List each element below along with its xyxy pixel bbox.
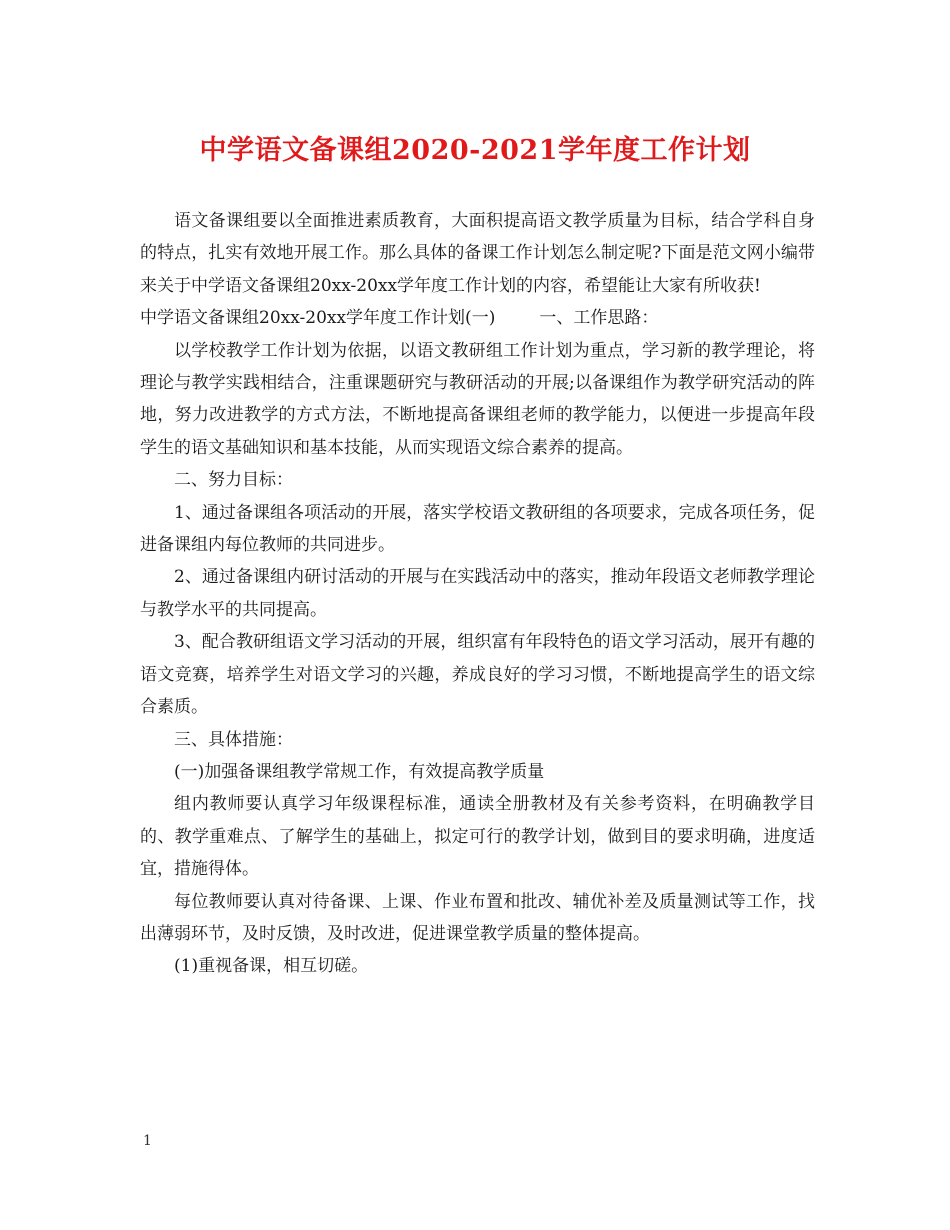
section-3-heading: 三、具体措施：	[174, 729, 293, 750]
section-1-heading: 一、工作思路：	[539, 308, 659, 329]
item-1-line: (1)重视备课，相互切磋。	[174, 956, 369, 977]
plan-subtitle: 中学语文备课组20xx-20xx学年度工作计划(一)	[140, 308, 496, 329]
goal-3-paragraph: 3、配合教研组语文学习活动的开展，组织富有年段特色的语文学习活动，展开有趣的语文竞赛，培养学生对语文学习的兴趣，养成良好的学习习惯，不断地提高学生的语文综合素质。	[140, 632, 815, 718]
plan-subtitle-line	[140, 302, 815, 334]
intro-paragraph: 语文备课组要以全面推进素质教育，大面积提高语文教学质量为目标，结合学科自身的特点，扎实有效地开展工作。那么具体的备课工作计划怎么制定呢?下面是范文网小编带来关于中学语文备课组20xx-20xx学年度工作计划的内容，希望能让大家有所收获!	[140, 211, 815, 296]
measure-1-heading: (一)加强备课组教学常规工作，有效提高教学质量	[174, 761, 545, 782]
document-body	[140, 205, 815, 983]
page-number: 1	[143, 1133, 152, 1149]
measure-1-paragraph-2: 每位教师要认真对待备课、上课、作业布置和批改、辅优补差及质量测试等工作，找出薄弱环节，及时反馈，及时改进，促进课堂教学质量的整体提高。	[140, 891, 815, 944]
section-2-heading: 二、努力目标：	[174, 470, 293, 491]
document-title: 中学语文备课组2020-2021学年度工作计划	[199, 135, 751, 166]
goal-1-paragraph: 1、通过备课组各项活动的开展，落实学校语文教研组的各项要求，完成各项任务，促进备课组内每位教师的共同进步。	[140, 502, 815, 556]
measure-1-paragraph-1: 组内教师要认真学习年级课程标准，通读全册教材及有关参考资料，在明确教学目的、教学重难点、了解学生的基础上，拟定可行的教学计划，做到目的要求明确，进度适宜，措施得体。	[140, 794, 815, 880]
section-1-paragraph: 以学校教学工作计划为依据，以语文教研组工作计划为重点，学习新的教学理论，将理论与教学实践相结合，注重课题研究与教研活动的开展;以备课组作为教学研究活动的阵地，努力改进教学的方式方法，不断地提高备课组老师的教学能力，以便进一步提高年段学生的语文基础知识和基本技能，从而实现语文综合素养的提高。	[140, 340, 815, 458]
goal-2-paragraph: 2、通过备课组内研讨活动的开展与在实践活动中的落实，推动年段语文老师教学理论与教学水平的共同提高。	[140, 567, 815, 620]
